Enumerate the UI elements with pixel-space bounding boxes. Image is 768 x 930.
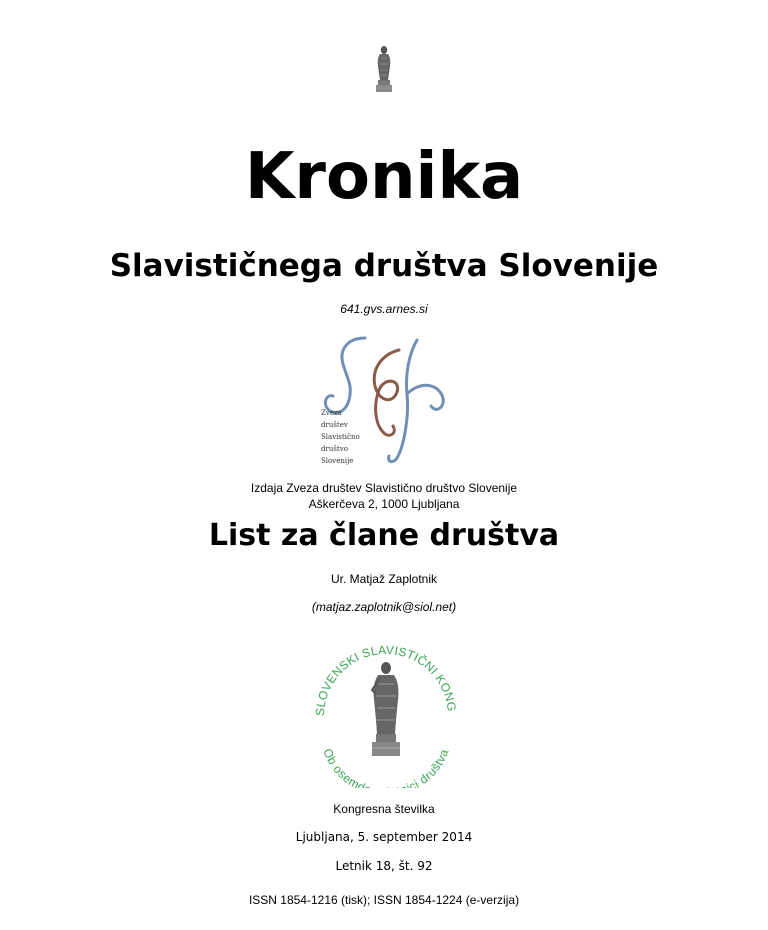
zdss-logo-line: Zveza: [321, 409, 342, 417]
seal-top-text: SLOVENSKI SLAVISTIČNI KONG: [312, 642, 459, 717]
issue-volume: Letnik 18, št. 92: [335, 859, 433, 873]
page-title: Kronika: [244, 140, 524, 214]
editor-name: Ur. Matjaž Zaplotnik: [330, 572, 438, 586]
statue-icon: [373, 44, 395, 99]
statue-icon: [372, 662, 400, 756]
publisher-name: Izdaja Zveza društev Slavistično društvo Slovenije: [250, 481, 518, 495]
zdss-logo-icon: [313, 334, 453, 475]
issue-date: Ljubljana, 5. september 2014: [295, 830, 473, 844]
editor-email[interactable]: (matjaz.zaplotnik@siol.net): [311, 600, 457, 614]
zdss-logo-line: društev: [321, 421, 348, 429]
zdss-logo-line: Slovenije: [321, 457, 354, 465]
page-subtitle: Slavističnega društva Slovenije: [109, 248, 659, 284]
issn-info: ISSN 1854-1216 (tisk); ISSN 1854-1224 (e-verzija): [248, 893, 520, 907]
website-link[interactable]: 641.gvs.arnes.si: [340, 302, 428, 316]
issue-type: Kongresna številka: [333, 802, 435, 816]
seal-bottom-text: Ob osemd ici društva: [320, 746, 452, 788]
zdss-logo-text: [321, 407, 360, 467]
zdss-logo-line: društvo: [321, 445, 348, 453]
bulletin-title: List za člane društva: [208, 518, 560, 553]
publisher-info: [0, 480, 768, 512]
zdss-logo-line: Slavistično: [321, 433, 360, 441]
publisher-address: Aškerčeva 2, 1000 Ljubljana: [308, 497, 460, 511]
congress-seal: [306, 638, 466, 793]
